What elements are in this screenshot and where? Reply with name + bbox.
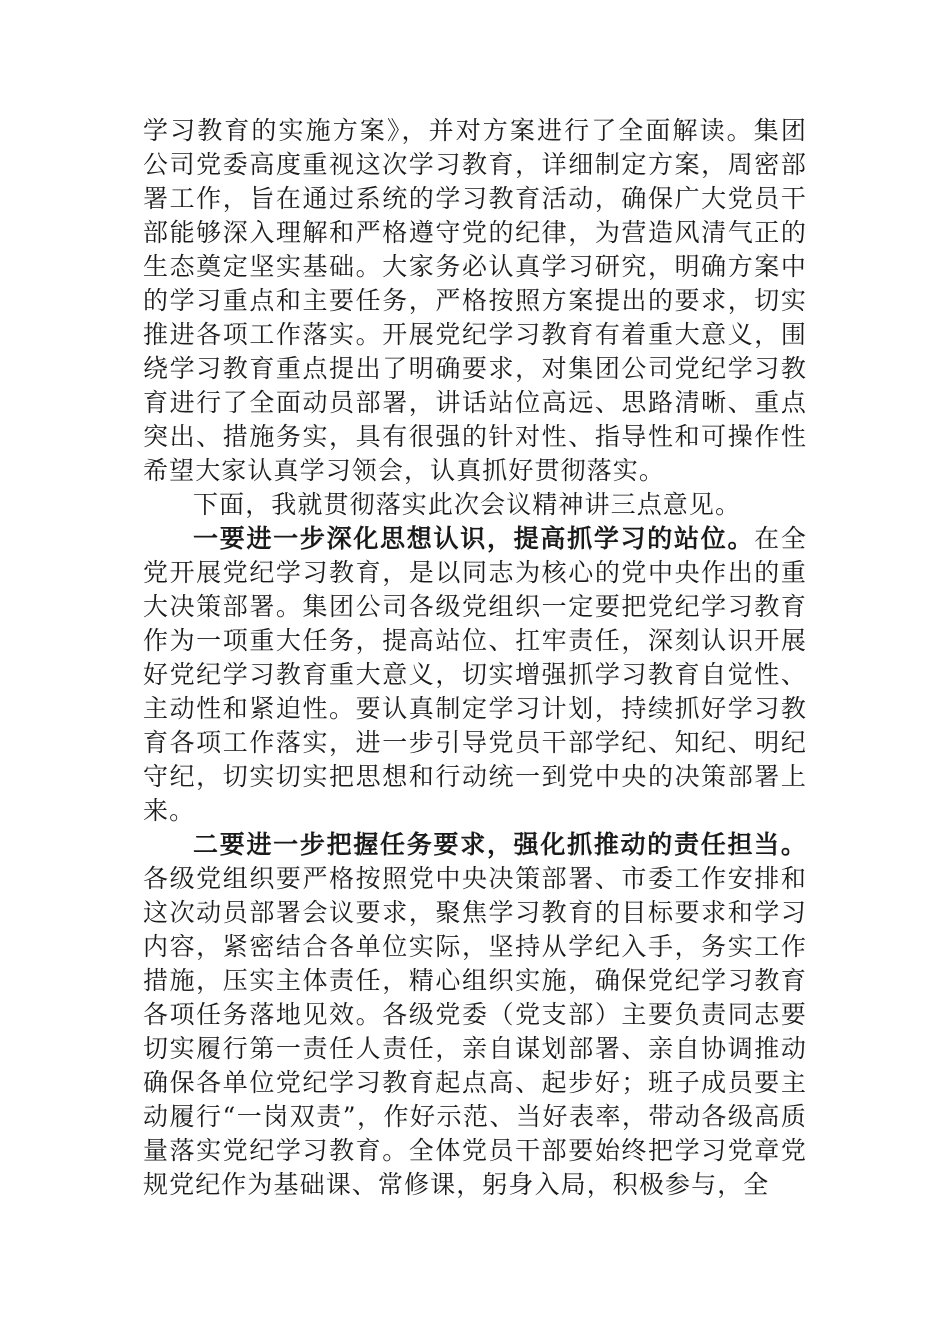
paragraph-point-two <box>143 828 807 1202</box>
paragraph-point-one <box>143 522 807 828</box>
paragraph-intro <box>143 114 807 488</box>
point-two-text: 各级党组织要严格按照党中央决策部署、市委工作安排和这次动员部署会议要求，聚焦学习教育的目标要求和学习内容，紧密结合各单位实际，坚持从学纪入手，务实工作措施，压实主体责任，精心组织实施，确保党纪学习教育各项任务落地见效。各级党委（党支部）主要负责同志要切实履行第一责任人责任，亲自谋划部署、亲自协调推动确保各单位党纪学习教育起点高、起步好；班子成员要主动履行“一岗双责”，作好示范、当好表率，带动各级高质量落实党纪学习教育。全体党员干部要始终把学习党章党规党纪作为基础课、常修课，躬身入局，积极参与，全 <box>143 864 807 1199</box>
document-page <box>143 114 807 1202</box>
paragraph-transition-text: 下面，我就贯彻落实此次会议精神讲三点意见。 <box>193 490 742 519</box>
paragraph-transition <box>143 488 807 522</box>
point-one-text: 在全党开展党纪学习教育，是以同志为核心的党中央作出的重大决策部署。集团公司各级党组织一定要把党纪学习教育作为一项重大任务，提高站位、扛牢责任，深刻认识开展好党纪学习教育重大意义，切实增强抓学习教育自觉性、主动性和紧迫性。要认真制定学习计划，持续抓好学习教育各项工作落实，进一步引导党员干部学纪、知纪、明纪守纪，切实切实把思想和行动统一到党中央的决策部署上来。 <box>143 524 807 825</box>
paragraph-intro-text: 学习教育的实施方案》，并对方案进行了全面解读。集团公司党委高度重视这次学习教育，详细制定方案，周密部署工作，旨在通过系统的学习教育活动，确保广大党员干部能够深入理解和严格遵守党的纪律，为营造风清气正的生态奠定坚实基础。大家务必认真学习研究，明确方案中的学习重点和主要任务，严格按照方案提出的要求，切实推进各项工作落实。开展党纪学习教育有着重大意义，围绕学习教育重点提出了明确要求，对集团公司党纪学习教育进行了全面动员部署，讲话站位高远、思路清晰、重点突出、措施务实，具有很强的针对性、指导性和可操作性希望大家认真学习领会，认真抓好贯彻落实。 <box>143 116 807 485</box>
point-one-heading: 一要进一步深化思想认识，提高抓学习的站位。 <box>193 524 755 553</box>
point-two-heading: 二要进一步把握任务要求，强化抓推动的责任担当。 <box>193 830 807 859</box>
